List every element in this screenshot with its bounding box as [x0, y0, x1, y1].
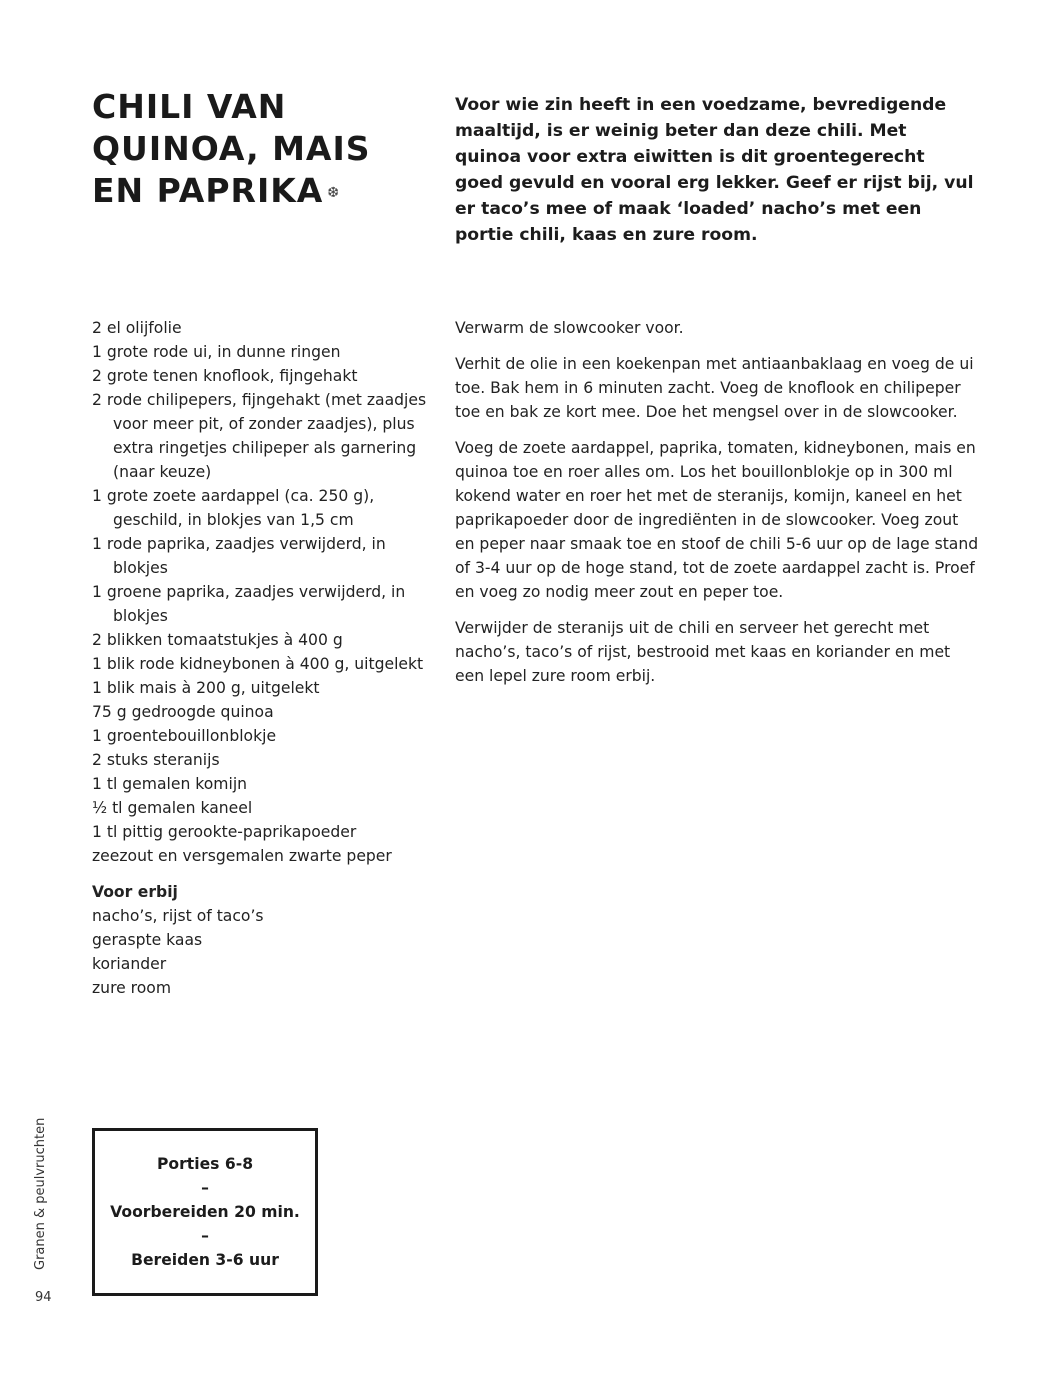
ingredient-item: 1 grote rode ui, in dunne ringen [92, 343, 341, 361]
serve-with-item: koriander [92, 955, 167, 973]
title-line-2: QUINOA, MAIS [92, 129, 371, 168]
serve-with-item: nacho’s, rijst of taco’s [92, 907, 264, 925]
serve-with-items [92, 904, 432, 1000]
ingredient-item: zeezout en versgemalen zwarte peper [92, 847, 392, 865]
separator: – [201, 1179, 209, 1197]
ingredient-item: 1 tl pittig gerookte-paprikapoeder [92, 823, 357, 841]
servings: Porties 6-8 [156, 1155, 254, 1173]
ingredient-item: 2 stuks steranijs [92, 751, 220, 769]
section-label: Granen & peulvruchten [33, 1117, 48, 1270]
title-line-1: CHILI VAN [92, 87, 287, 126]
ingredient-item: 2 blikken tomaatstukjes à 400 g [92, 631, 343, 649]
snowflake-icon: ❆ [327, 184, 341, 201]
serve-with-heading: Voor erbij [92, 883, 178, 901]
method-steps [455, 316, 980, 700]
cook-time: Bereiden 3-6 uur [131, 1251, 279, 1269]
serve-with-item: geraspte kaas [92, 931, 203, 949]
method-step: Voeg de zoete aardappel, paprika, tomaten, kidneybonen, mais en quinoa toe en roer alles om. Los het bouillonblokje op in 300 ml kokend water en roer het met de steranijs, komijn, kaneel en het paprikapoeder door de ingrediënten in de slowcooker. Voeg zout en peper naar smaak toe en stoof de chili 5-6 uur op de lage stand of 3-4 uur op de hoge stand, tot de zoete aardappel zacht is. Proef en voeg zo nodig meer zout en peper toe. [455, 439, 979, 601]
ingredient-item: 2 el olijfolie [92, 319, 182, 337]
ingredient-item: 1 grote zoete aardappel (ca. 250 g), geschild, in blokjes van 1,5 cm [92, 487, 375, 529]
recipe-info-box [92, 1128, 318, 1296]
ingredient-item: 2 grote tenen knoflook, fijngehakt [92, 367, 358, 385]
ingredients-list [92, 316, 432, 1000]
separator: – [201, 1227, 209, 1245]
ingredient-item: 1 rode paprika, zaadjes verwijderd, in blokjes [92, 535, 386, 577]
ingredient-item: 1 tl gemalen komijn [92, 775, 248, 793]
ingredient-item: 1 blik rode kidneybonen à 400 g, uitgelekt [92, 655, 424, 673]
method-step: Verhit de olie in een koekenpan met antiaanbaklaag en voeg de ui toe. Bak hem in 6 minuten zacht. Voeg de knoflook en chilipeper toe en bak ze kort mee. Doe het mengsel over in de slowcooker. [455, 355, 974, 421]
ingredient-item: ½ tl gemalen kaneel [92, 799, 253, 817]
ingredient-item: 2 rode chilipepers, fijngehakt (met zaadjes voor meer pit, of zonder zaadjes), plus extra ringetjes chilipeper als garnering (naar keuze) [92, 391, 427, 481]
recipe-title [92, 86, 432, 214]
method-step: Verwijder de steranijs uit de chili en serveer het gerecht met nacho’s, taco’s of rijst, bestrooid met kaas en koriander en met een lepel zure room erbij. [455, 619, 951, 685]
ingredient-item: 1 blik mais à 200 g, uitgelekt [92, 679, 320, 697]
method-step: Verwarm de slowcooker voor. [455, 319, 684, 337]
recipe-intro: Voor wie zin heeft in een voedzame, bevredigende maaltijd, is er weinig beter dan deze chili. Met quinoa voor extra eiwitten is dit groentegerecht goed gevuld en vooral erg lekker. Geef er rijst bij, vul er taco’s mee of maak ‘loaded’ nacho’s met een portie chili, kaas en zure room. [455, 95, 974, 245]
title-line-3: EN PAPRIKA [92, 171, 324, 210]
serve-with-item: zure room [92, 979, 172, 997]
ingredient-items [92, 316, 432, 868]
ingredient-item: 1 groentebouillonblokje [92, 727, 277, 745]
ingredient-item: 1 groene paprika, zaadjes verwijderd, in blokjes [92, 583, 406, 625]
ingredient-item: 75 g gedroogde quinoa [92, 703, 274, 721]
prep-time: Voorbereiden 20 min. [110, 1203, 300, 1221]
page-number: 94 [35, 1290, 52, 1305]
